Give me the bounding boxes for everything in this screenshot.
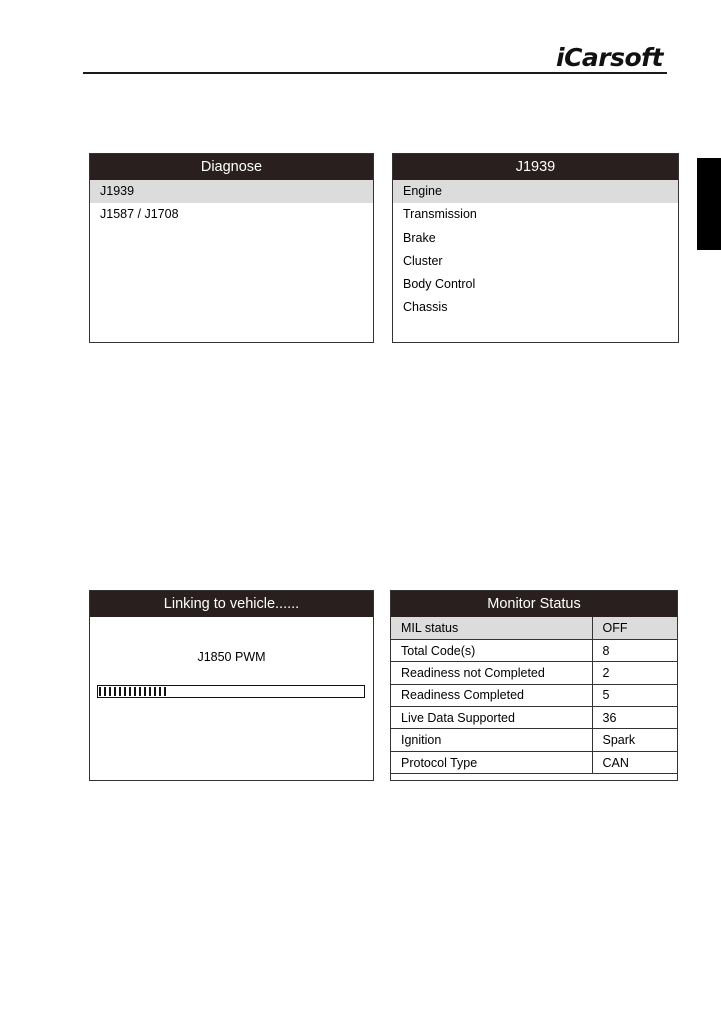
menu-item-engine[interactable]: Engine xyxy=(393,180,678,203)
j1939-screen xyxy=(392,153,679,343)
menu-item-chassis[interactable]: Chassis xyxy=(403,300,448,315)
section-tab-marker xyxy=(697,158,721,250)
status-row[interactable] xyxy=(391,751,677,773)
menu-item-brake[interactable]: Brake xyxy=(403,230,436,245)
status-row[interactable] xyxy=(391,662,677,684)
status-value: 36 xyxy=(592,707,677,729)
header-rule xyxy=(83,72,667,74)
status-label: Readiness Completed xyxy=(391,684,592,706)
menu-item-cluster[interactable]: Cluster xyxy=(403,253,443,268)
monitor-status-title: Monitor Status xyxy=(391,591,677,617)
linking-body xyxy=(90,617,373,779)
status-label: Live Data Supported xyxy=(391,707,592,729)
status-value: OFF xyxy=(592,617,677,639)
menu-item-j1939[interactable]: J1939 xyxy=(90,180,373,203)
status-value: 5 xyxy=(592,684,677,706)
brand-logo: iCarsoft xyxy=(556,43,663,72)
protocol-label: J1850 PWM xyxy=(197,650,266,664)
status-row[interactable] xyxy=(391,729,677,751)
status-label: Readiness not Completed xyxy=(391,662,592,684)
status-row[interactable] xyxy=(391,617,677,639)
link-progress-bar xyxy=(97,685,365,698)
diagnose-screen xyxy=(89,153,374,343)
status-row[interactable] xyxy=(391,639,677,661)
status-value: CAN xyxy=(592,751,677,773)
status-value: 8 xyxy=(592,639,677,661)
status-value: Spark xyxy=(592,729,677,751)
menu-item-j1587-j1708[interactable]: J1587 / J1708 xyxy=(100,207,179,222)
menu-item-body-control[interactable]: Body Control xyxy=(403,277,476,292)
link-progress-fill xyxy=(99,687,168,696)
linking-title: Linking to vehicle...... xyxy=(90,591,373,617)
status-label: MIL status xyxy=(391,617,592,639)
status-row[interactable] xyxy=(391,707,677,729)
monitor-status-table xyxy=(391,617,677,774)
diagnose-title: Diagnose xyxy=(90,154,373,180)
status-label: Total Code(s) xyxy=(391,639,592,661)
status-label: Ignition xyxy=(391,729,592,751)
menu-item-transmission[interactable]: Transmission xyxy=(403,207,477,222)
status-value: 2 xyxy=(592,662,677,684)
monitor-status-screen xyxy=(390,590,678,781)
status-label: Protocol Type xyxy=(391,751,592,773)
linking-screen xyxy=(89,590,374,781)
status-row[interactable] xyxy=(391,684,677,706)
j1939-title: J1939 xyxy=(393,154,678,180)
